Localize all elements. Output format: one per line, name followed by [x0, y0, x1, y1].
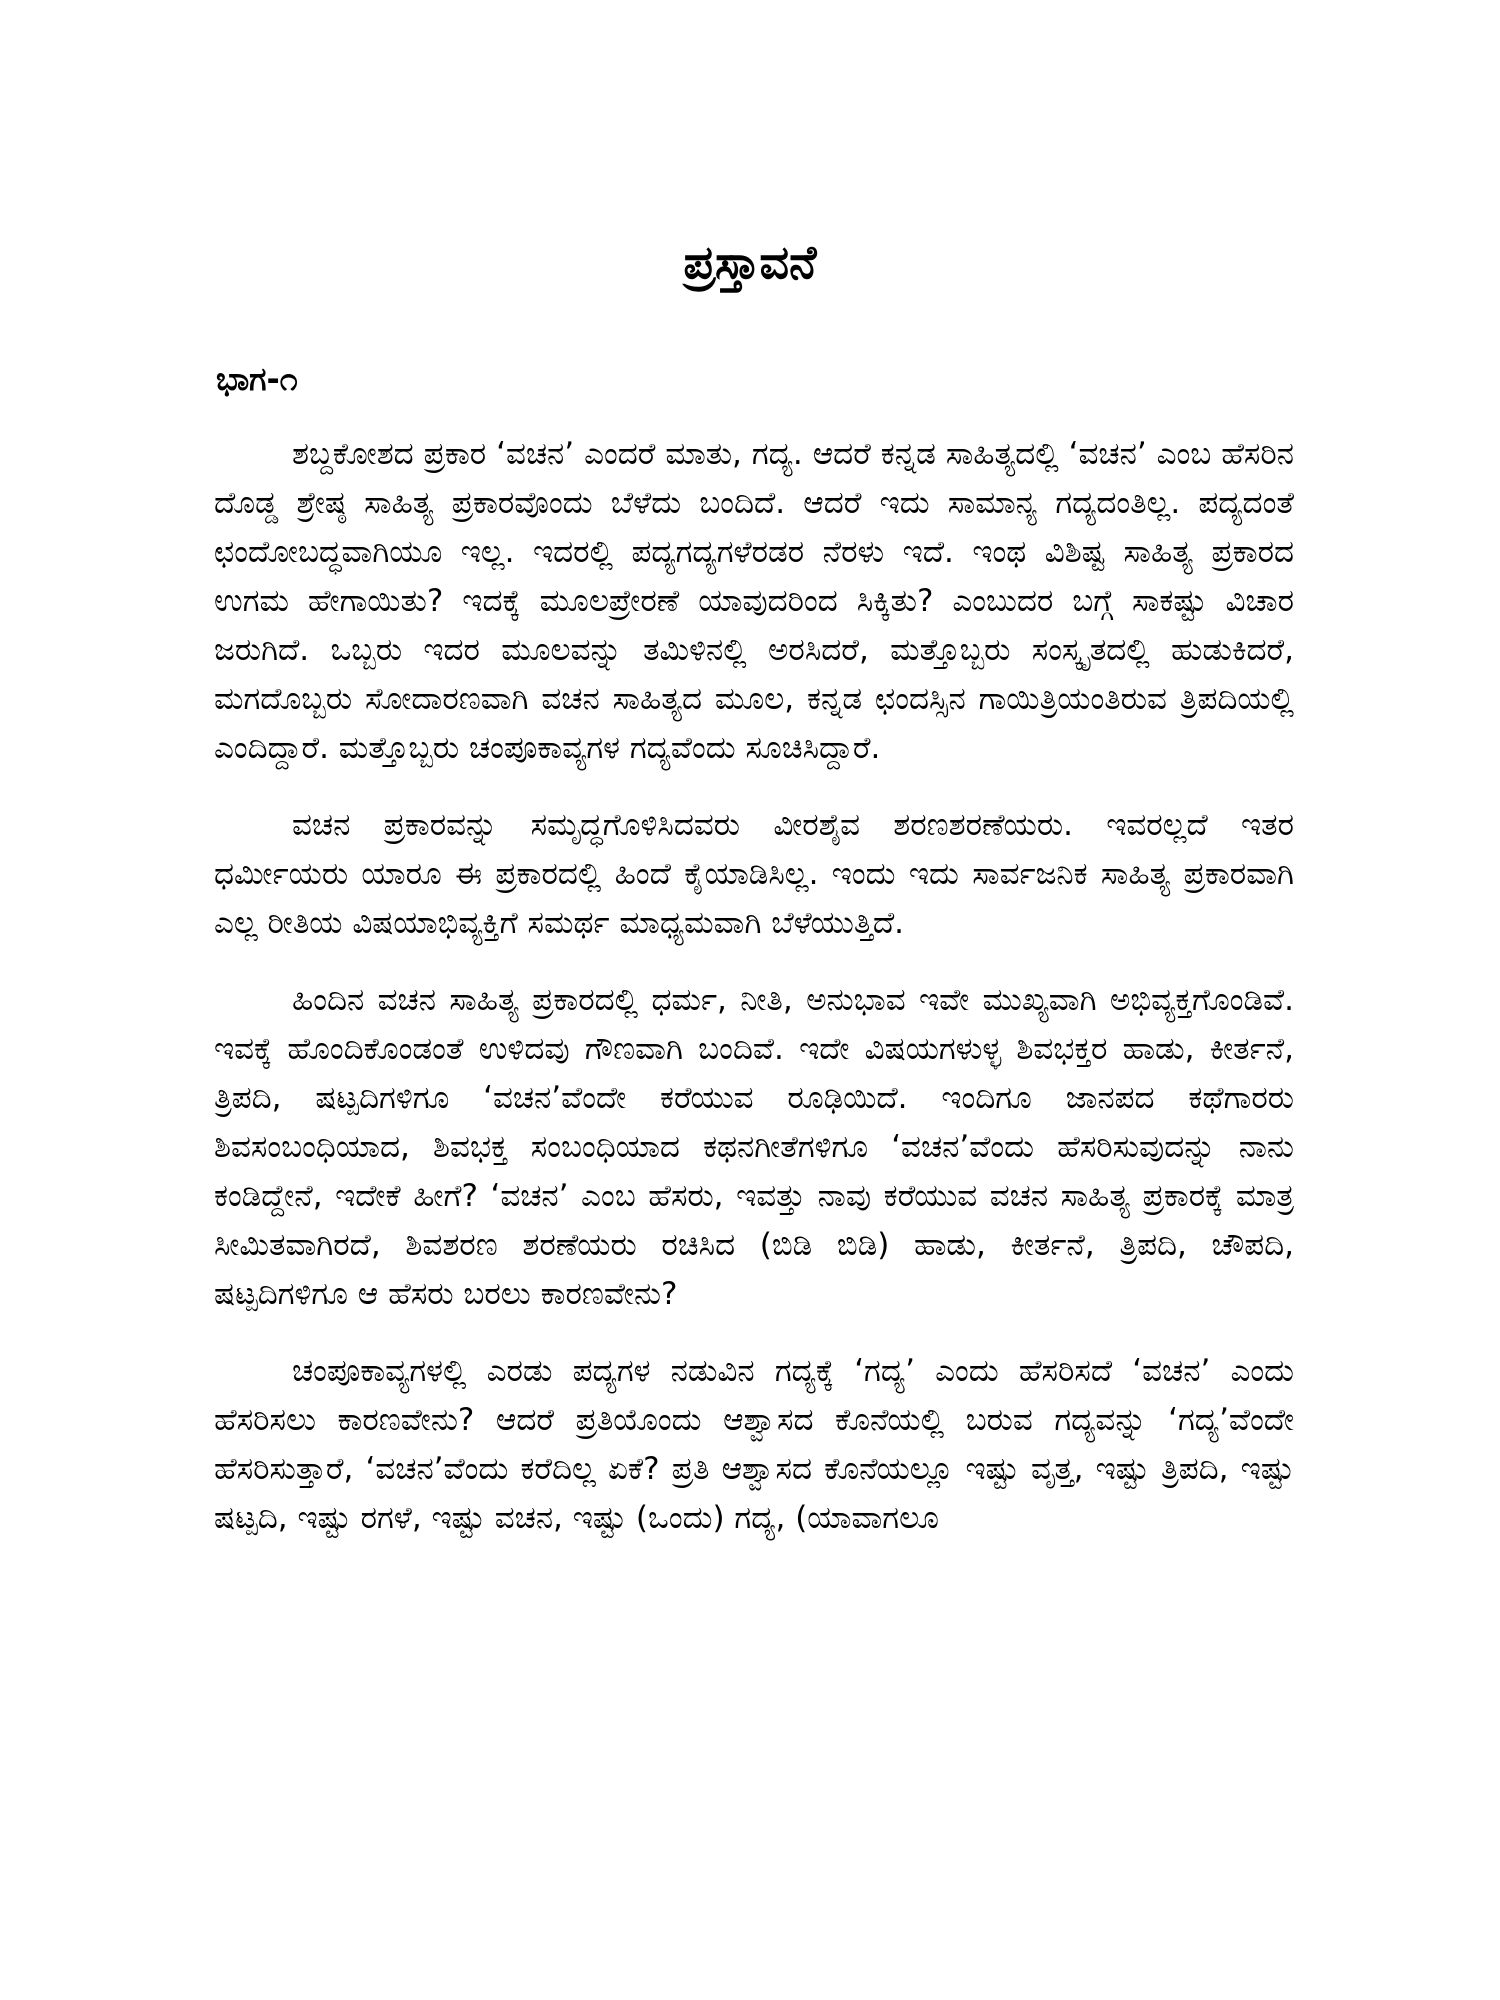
- paragraph-2: ವಚನ ಪ್ರಕಾರವನ್ನು ಸಮೃದ್ಧಗೊಳಿಸಿದವರು ವೀರಶೈವ ಶರಣಶರಣೆಯರು. ಇವರಲ್ಲದೆ ಇತರ ಧರ್ಮೀಯರು ಯಾರೂ ಈ ಪ್ರಕಾರದಲ್ಲಿ ಹಿಂದೆ ಕೈಯಾಡಿಸಿಲ್ಲ. ಇಂದು ಇದು ಸಾರ್ವಜನಿಕ ಸಾಹಿತ್ಯ ಪ್ರಕಾರವಾಗಿ ಎಲ್ಲ ರೀತಿಯ ವಿಷಯಾಭಿವ್ಯಕ್ತಿಗೆ ಸಮರ್ಥ ಮಾಧ್ಯಮವಾಗಿ ಬೆಳೆಯುತ್ತಿದೆ.: [214, 807, 1294, 941]
- page-title: ಪ್ರಸ್ತಾವನೆ: [683, 235, 817, 289]
- paragraph-4: ಚಂಪೂಕಾವ್ಯಗಳಲ್ಲಿ ಎರಡು ಪದ್ಯಗಳ ನಡುವಿನ ಗದ್ಯಕ್ಕೆ ‘ಗದ್ಯ’ ಎಂದು ಹೆಸರಿಸದೆ ‘ವಚನ’ ಎಂದು ಹೆಸರಿಸಲು ಕಾರಣವೇನು? ಆದರೆ ಪ್ರತಿಯೊಂದು ಆಶ್ವಾಸದ ಕೊನೆಯಲ್ಲಿ ಬರುವ ಗದ್ಯವನ್ನು ‘ಗದ್ಯ’ವೆಂದೇ ಹೆಸರಿಸುತ್ತಾರೆ, ‘ವಚನ’ವೆಂದು ಕರೆದಿಲ್ಲ ಏಕೆ? ಪ್ರತಿ ಆಶ್ವಾಸದ ಕೊನೆಯಲ್ಲೂ ಇಷ್ಟು ವೃತ್ತ, ಇಷ್ಟು ತ್ರಿಪದಿ, ಇಷ್ಟು ಷಟ್ಪದಿ, ಇಷ್ಟು ರಗಳೆ, ಇಷ್ಟು ವಚನ, ಇಷ್ಟು (ಒಂದು) ಗದ್ಯ, (ಯಾವಾಗಲೂ: [214, 1353, 1294, 1536]
- paragraph-3: ಹಿಂದಿನ ವಚನ ಸಾಹಿತ್ಯ ಪ್ರಕಾರದಲ್ಲಿ ಧರ್ಮ, ನೀತಿ, ಅನುಭಾವ ಇವೇ ಮುಖ್ಯವಾಗಿ ಅಭಿವ್ಯಕ್ತಗೊಂಡಿವೆ. ಇವಕ್ಕೆ ಹೊಂದಿಕೊಂಡಂತೆ ಉಳಿದವು ಗೌಣವಾಗಿ ಬಂದಿವೆ. ಇದೇ ವಿಷಯಗಳುಳ್ಳ ಶಿವಭಕ್ತರ ಹಾಡು, ಕೀರ್ತನೆ, ತ್ರಿಪದಿ, ಷಟ್ಪದಿಗಳಿಗೂ ‘ವಚನ’ವೆಂದೇ ಕರೆಯುವ ರೂಢಿಯಿದೆ. ಇಂದಿಗೂ ಜಾನಪದ ಕಥೆಗಾರರು ಶಿವಸಂಬಂಧಿಯಾದ, ಶಿವಭಕ್ತ ಸಂಬಂಧಿಯಾದ ಕಥನಗೀತೆಗಳಿಗೂ ‘ವಚನ’ವೆಂದು ಹೆಸರಿಸುವುದನ್ನು ನಾನು ಕಂಡಿದ್ದೇನೆ, ಇದೇಕೆ ಹೀಗೆ? ‘ವಚನ’ ಎಂಬ ಹೆಸರು, ಇವತ್ತು ನಾವು ಕರೆಯುವ ವಚನ ಸಾಹಿತ್ಯ ಪ್ರಕಾರಕ್ಕೆ ಮಾತ್ರ ಸೀಮಿತವಾಗಿರದೆ, ಶಿವಶರಣ ಶರಣೆಯರು ರಚಿಸಿದ (ಬಿಡಿ ಬಿಡಿ) ಹಾಡು, ಕೀರ್ತನೆ, ತ್ರಿಪದಿ, ಚೌಪದಿ, ಷಟ್ಪದಿಗಳಿಗೂ ಆ ಹೆಸರು ಬರಲು ಕಾರಣವೇನು?: [214, 982, 1294, 1312]
- paragraph-1: ಶಬ್ದಕೋಶದ ಪ್ರಕಾರ ‘ವಚನ’ ಎಂದರೆ ಮಾತು, ಗದ್ಯ. ಆದರೆ ಕನ್ನಡ ಸಾಹಿತ್ಯದಲ್ಲಿ ‘ವಚನ’ ಎಂಬ ಹೆಸರಿನ ದೊಡ್ಡ ಶ್ರೇಷ್ಠ ಸಾಹಿತ್ಯ ಪ್ರಕಾರವೊಂದು ಬೆಳೆದು ಬಂದಿದೆ. ಆದರೆ ಇದು ಸಾಮಾನ್ಯ ಗದ್ಯದಂತಿಲ್ಲ. ಪದ್ಯದಂತೆ ಛಂದೋಬದ್ಧವಾಗಿಯೂ ಇಲ್ಲ. ಇದರಲ್ಲಿ ಪದ್ಯಗದ್ಯಗಳೆರಡರ ನೆರಳು ಇದೆ. ಇಂಥ ವಿಶಿಷ್ಟ ಸಾಹಿತ್ಯ ಪ್ರಕಾರದ ಉಗಮ ಹೇಗಾಯಿತು? ಇದಕ್ಕೆ ಮೂಲಪ್ರೇರಣೆ ಯಾವುದರಿಂದ ಸಿಕ್ಕಿತು? ಎಂಬುದರ ಬಗ್ಗೆ ಸಾಕಷ್ಟು ವಿಚಾರ ಜರುಗಿದೆ. ಒಬ್ಬರು ಇದರ ಮೂಲವನ್ನು ತಮಿಳಿನಲ್ಲಿ ಅರಸಿದರೆ, ಮತ್ತೊಬ್ಬರು ಸಂಸ್ಕೃತದಲ್ಲಿ ಹುಡುಕಿದರೆ, ಮಗದೊಬ್ಬರು ಸೋದಾರಣವಾಗಿ ವಚನ ಸಾಹಿತ್ಯದ ಮೂಲ, ಕನ್ನಡ ಛಂದಸ್ಸಿನ ಗಾಯಿತ್ರಿಯಂತಿರುವ ತ್ರಿಪದಿಯಲ್ಲಿ ಎಂದಿದ್ದಾರೆ. ಮತ್ತೊಬ್ಬರು ಚಂಪೂಕಾವ್ಯಗಳ ಗದ್ಯವೆಂದು ಸೂಚಿಸಿದ್ದಾರೆ.: [214, 436, 1294, 766]
- section-label: ಭಾಗ-೧: [216, 360, 298, 398]
- body-text: [214, 430, 1294, 1571]
